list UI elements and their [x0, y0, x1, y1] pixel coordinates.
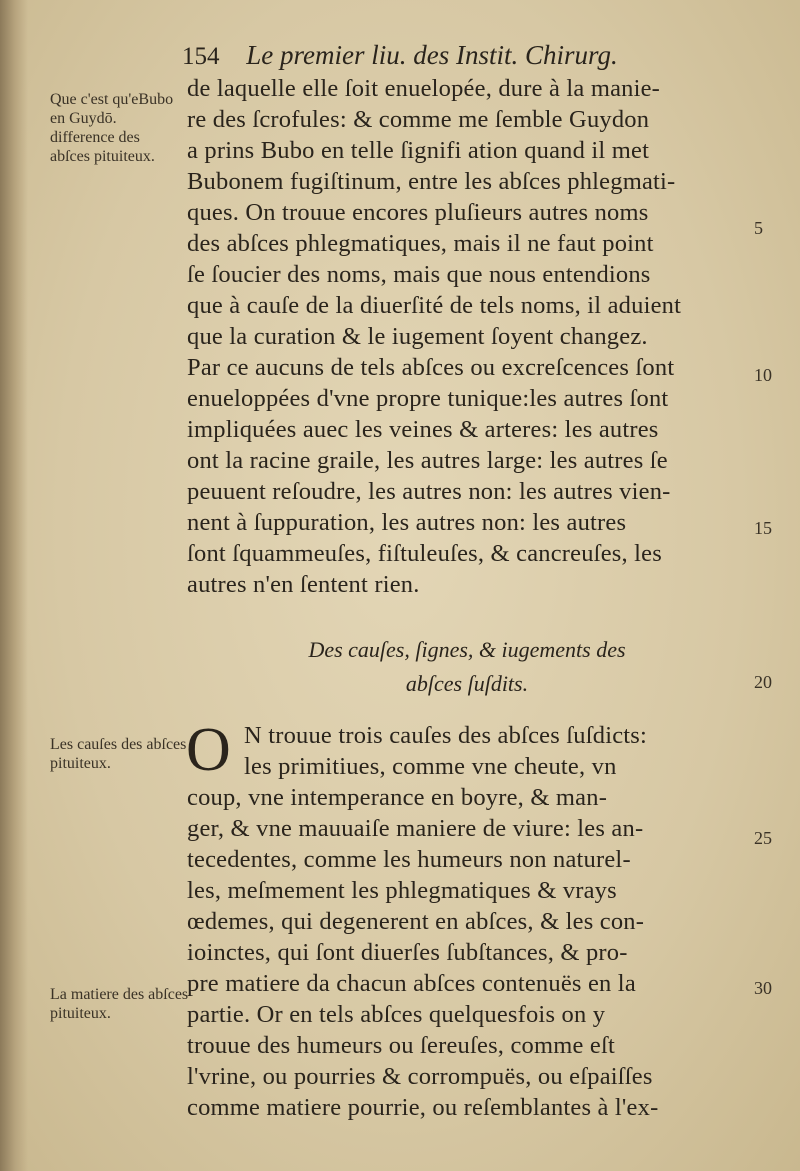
section-title-line-1: Des cauſes, ſignes, & iugements des [308, 637, 626, 662]
section-title [187, 633, 747, 701]
text-line: trouue des humeurs ou ſereuſes, comme eſt [187, 1032, 615, 1059]
text-line: des abſces phlegmatiques, mais il ne faut point [187, 230, 654, 257]
text-line: impliquées auec les veines & arteres: les autres [187, 416, 659, 443]
text-line: peuuent reſoudre, les autres non: les autres vien- [187, 478, 671, 505]
text-line: enueloppées d'vne propre tunique:les autres ſont [187, 385, 669, 412]
text-line: ioinctes, qui ſont diuerſes ſubſtances, & pro- [187, 939, 628, 966]
text-line: que la curation & le iugement ſoyent changez. [187, 323, 648, 350]
text-line: l'vrine, ou pourries & corrompuës, ou eſpaiſſes [187, 1063, 653, 1090]
text-line: re des ſcrofules: & comme me ſemble Guydon [187, 106, 650, 133]
line-number: 25 [754, 828, 772, 848]
section-title-line-2: abſces ſuſdits. [405, 671, 529, 696]
text-line: les primitiues, comme vne cheute, vn [244, 753, 617, 780]
text-line: de laquelle elle ſoit enuelopée, dure à la manie- [187, 75, 661, 102]
page-number: 154 [182, 43, 220, 70]
margin-note-matter: La matiere des abſces pituiteux. [50, 986, 189, 1022]
text-line: tecedentes, comme les humeurs non naturel- [187, 846, 631, 873]
line-number: 30 [754, 978, 772, 998]
text-line: Bubonem fugiſtinum, entre les abſces phlegmati- [187, 168, 676, 195]
text-line: ſe ſoucier des noms, mais que nous entendions [187, 261, 651, 288]
text-line: N trouue trois cauſes des abſces ſuſdicts: [244, 722, 648, 749]
line-number: 15 [754, 518, 772, 538]
text-line: autres n'en ſentent rien. [187, 571, 420, 598]
margin-note-causes: Les cauſes des abſces pituiteux. [50, 736, 187, 772]
text-line: pre matiere da chacun abſces contenuës en la [187, 970, 636, 997]
text-line: ſont ſquammeuſes, fiſtuleuſes, & cancreuſes, les [187, 540, 662, 567]
drop-cap: O [186, 716, 231, 784]
text-line: nent à ſuppuration, les autres non: les autres [187, 509, 627, 536]
text-line: œdemes, qui degenerent en abſces, & les con- [187, 908, 645, 935]
text-line: les, meſmement les phlegmatiques & vrays [187, 877, 617, 904]
line-number: 5 [754, 218, 763, 238]
text-line: comme matiere pourrie, ou reſemblantes à l'ex- [187, 1094, 659, 1121]
text-line: ger, & vne mauuaiſe maniere de viure: les an- [187, 815, 644, 842]
text-line: ont la racine graile, les autres large: les autres ſe [187, 447, 668, 474]
text-line: coup, vne intemperance en boyre, & man- [187, 784, 608, 811]
text-line: ques. On trouue encores pluſieurs autres noms [187, 199, 649, 226]
text-line: que à cauſe de la diuerſité de tels noms, il aduient [187, 292, 682, 319]
line-number: 20 [754, 672, 772, 692]
text-line: a prins Bubo en telle ſignifi ation quand il met [187, 137, 650, 164]
margin-note-bubo: Que c'est qu'eBubo en Guydō. difference des abſces pituiteux. [50, 91, 174, 165]
text-line: partie. Or en tels abſces quelquesfois on y [187, 1001, 606, 1028]
text-line: Par ce aucuns de tels abſces ou excreſcences ſont [187, 354, 675, 381]
line-number: 10 [754, 365, 772, 385]
book-gutter [0, 0, 28, 1171]
page-header [182, 40, 742, 80]
running-title: Le premier liu. des Instit. Chirurg. [246, 40, 618, 70]
